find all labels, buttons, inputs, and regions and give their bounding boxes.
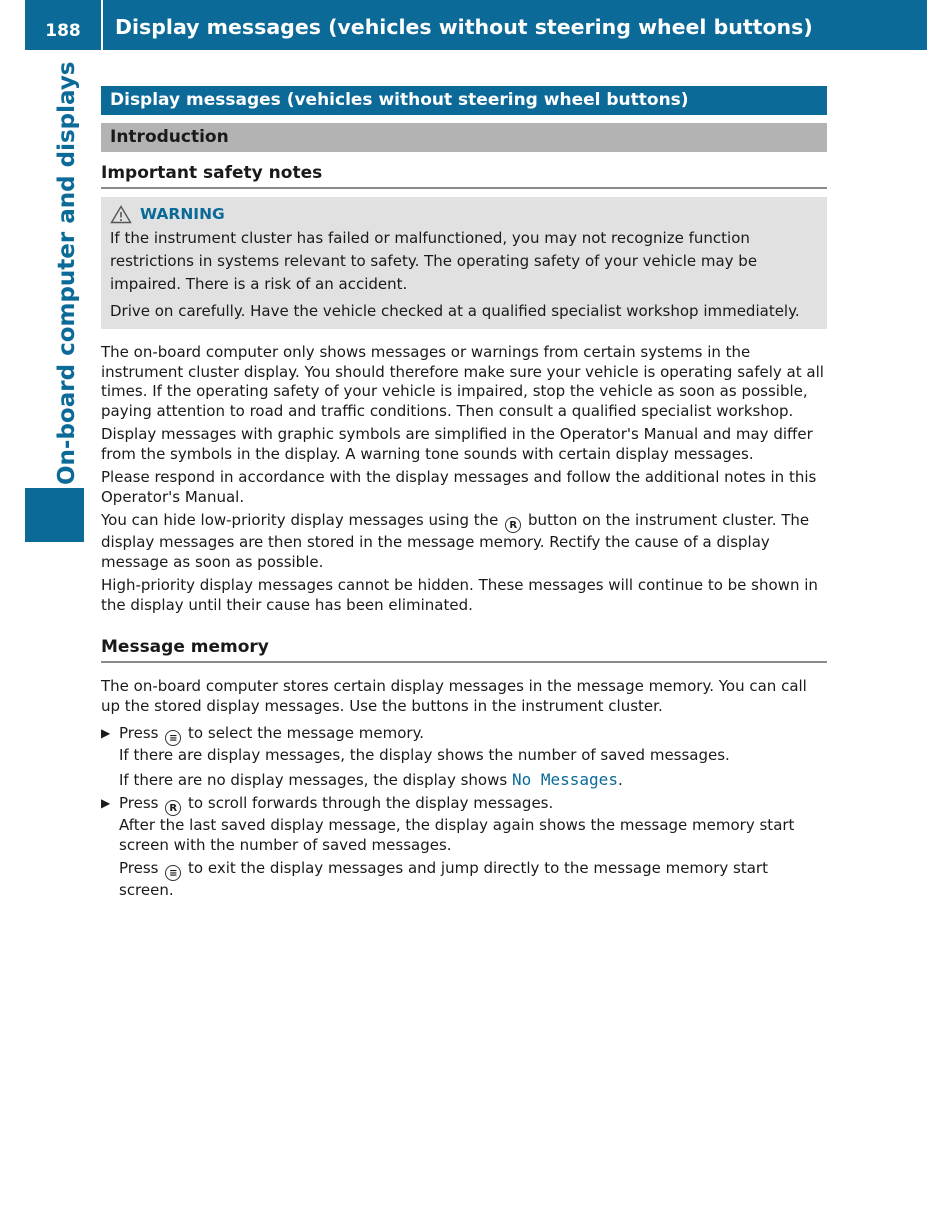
- step-text-part: .: [617, 770, 623, 789]
- paragraph: High-priority display messages cannot be hidden. These messages will continue to be shown in the display until their cause has been eliminated.: [101, 576, 818, 614]
- step-text-part: Press: [119, 794, 159, 812]
- step-text-part: Press: [119, 724, 159, 742]
- warning-box: [101, 197, 827, 329]
- page-number: 188: [45, 21, 81, 41]
- paragraph: Please respond in accordance with the display messages and follow the additional notes in this Operator's Manual.: [101, 468, 817, 506]
- instruction-step: [101, 794, 827, 901]
- step-text: [119, 724, 827, 746]
- message-memory-body: [101, 677, 827, 716]
- step-result: [119, 859, 827, 901]
- menu-button-icon: ≡: [165, 865, 181, 881]
- step-arrow-icon: ▶: [101, 796, 111, 810]
- paragraph-text: You can hide low-priority display messages using the: [101, 511, 499, 529]
- menu-button-icon: ≡: [165, 730, 181, 746]
- step-result: If there are display messages, the display shows the number of saved messages.: [119, 746, 730, 764]
- header-divider: [101, 0, 103, 50]
- paragraph: Display messages with graphic symbols are simplified in the Operator's Manual and may differ from the symbols in the display. A warning tone sounds with certain display messages.: [101, 425, 813, 463]
- introduction-body: [101, 343, 827, 615]
- step-text-part: to select the message memory.: [188, 724, 425, 742]
- section-title: Display messages (vehicles without steering wheel buttons): [101, 86, 827, 115]
- step-result: After the last saved display message, the display again shows the message memory start screen with the number of saved messages.: [119, 816, 795, 854]
- safety-notes-heading: Important safety notes: [101, 163, 827, 189]
- step-arrow-icon: ▶: [101, 726, 111, 740]
- warning-title: WARNING: [140, 204, 225, 223]
- paragraph: The on-board computer only shows messages or warnings from certain systems in the instrument cluster display. You should therefore make sure your vehicle is operating safely at all times. If the operating safety of your vehicle is impaired, stop the vehicle as soon as possible, paying attention to road and traffic conditions. Then consult a qualified specialist workshop.: [101, 343, 824, 420]
- reset-button-icon: R: [505, 517, 521, 533]
- page-title: Display messages (vehicles without steering wheel buttons): [115, 15, 813, 39]
- warning-text: Drive on carefully. Have the vehicle checked at a qualified specialist workshop immediately.: [110, 302, 800, 320]
- paragraph: [101, 511, 827, 572]
- introduction-bar: Introduction: [101, 123, 827, 152]
- warning-triangle-icon: [110, 205, 132, 224]
- step-text: [119, 794, 827, 816]
- display-code: No Messages: [511, 769, 618, 789]
- step-text-part: to scroll forwards through the display messages.: [188, 794, 554, 812]
- message-memory-heading: Message memory: [101, 637, 827, 663]
- instruction-step: [101, 724, 827, 790]
- page-header: [25, 0, 927, 50]
- paragraph-text: button on the instrument cluster. The display messages are then stored in the message memory. Rectify the cause of a display message as soon as possible.: [101, 511, 810, 571]
- reset-button-icon: R: [165, 800, 181, 816]
- side-tab-marker: [25, 488, 84, 542]
- paragraph: The on-board computer stores certain display messages in the message memory. You can call up the stored display messages. Use the buttons in the instrument cluster.: [101, 677, 807, 715]
- step-text-part: Press: [119, 859, 159, 877]
- warning-header: [110, 201, 818, 227]
- step-text-part: If there are no display messages, the display shows: [119, 770, 508, 789]
- side-tab-label: On-board computer and displays: [54, 61, 80, 485]
- page-content: [101, 86, 827, 901]
- warning-text: If the instrument cluster has failed or malfunctioned, you may not recognize function restrictions in systems relevant to safety. The operating safety of your vehicle may be impaired. There is a risk of an accident.: [110, 229, 758, 293]
- step-text-part: to exit the display messages and jump directly to the message memory start screen.: [119, 859, 768, 899]
- step-result: [119, 770, 827, 791]
